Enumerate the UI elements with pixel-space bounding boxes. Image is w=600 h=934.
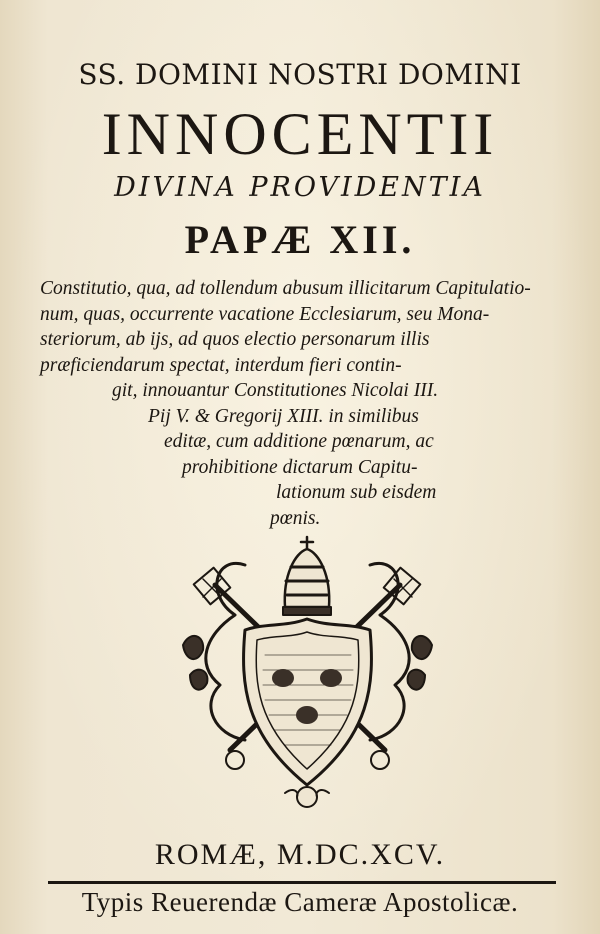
description-line: editæ, cum additione pœnarum, ac (164, 431, 434, 452)
imprint-printer: Typis Reuerendæ Cameræ Apostolicæ. (81, 887, 519, 917)
description-line: num, quas, occurrente vacatione Ecclesiarum, seu Mona- (40, 303, 490, 325)
papal-tiara-icon (283, 537, 331, 615)
description-line: git, innouantur Constitutiones Nicolai III. (112, 380, 439, 401)
description-line: lationum sub eisdem (276, 482, 437, 503)
title-line-4: PAPÆ XII. (184, 217, 416, 262)
description-line: steriorum, ab ijs, ad quos electio personarum illis (40, 329, 430, 350)
description-line: præficiendarum spectat, interdum fieri contin- (40, 354, 402, 376)
imprint-divider (48, 881, 556, 884)
constitution-description (38, 276, 568, 531)
description-line: prohibitione dictarum Capitu- (182, 456, 418, 478)
cherub-head-icon (285, 787, 329, 807)
title-line-3: DIVINA PROVIDENTIA (114, 172, 486, 203)
description-line: Constitutio, qua, ad tollendum abusum illicitarum Capitulatio- (40, 278, 531, 299)
papal-coat-of-arms-icon (175, 535, 440, 815)
shield-icon (244, 619, 372, 785)
imprint-place-date: ROMÆ, M.DC.XCV. (154, 838, 446, 871)
title-line-2: INNOCENTII (101, 101, 499, 167)
title-line-1: SS. DOMINI NOSTRI DOMINI (78, 58, 522, 91)
description-line: pœnis. (270, 507, 321, 529)
description-line: Pij V. & Gregorij XIII. in similibus (148, 405, 419, 427)
